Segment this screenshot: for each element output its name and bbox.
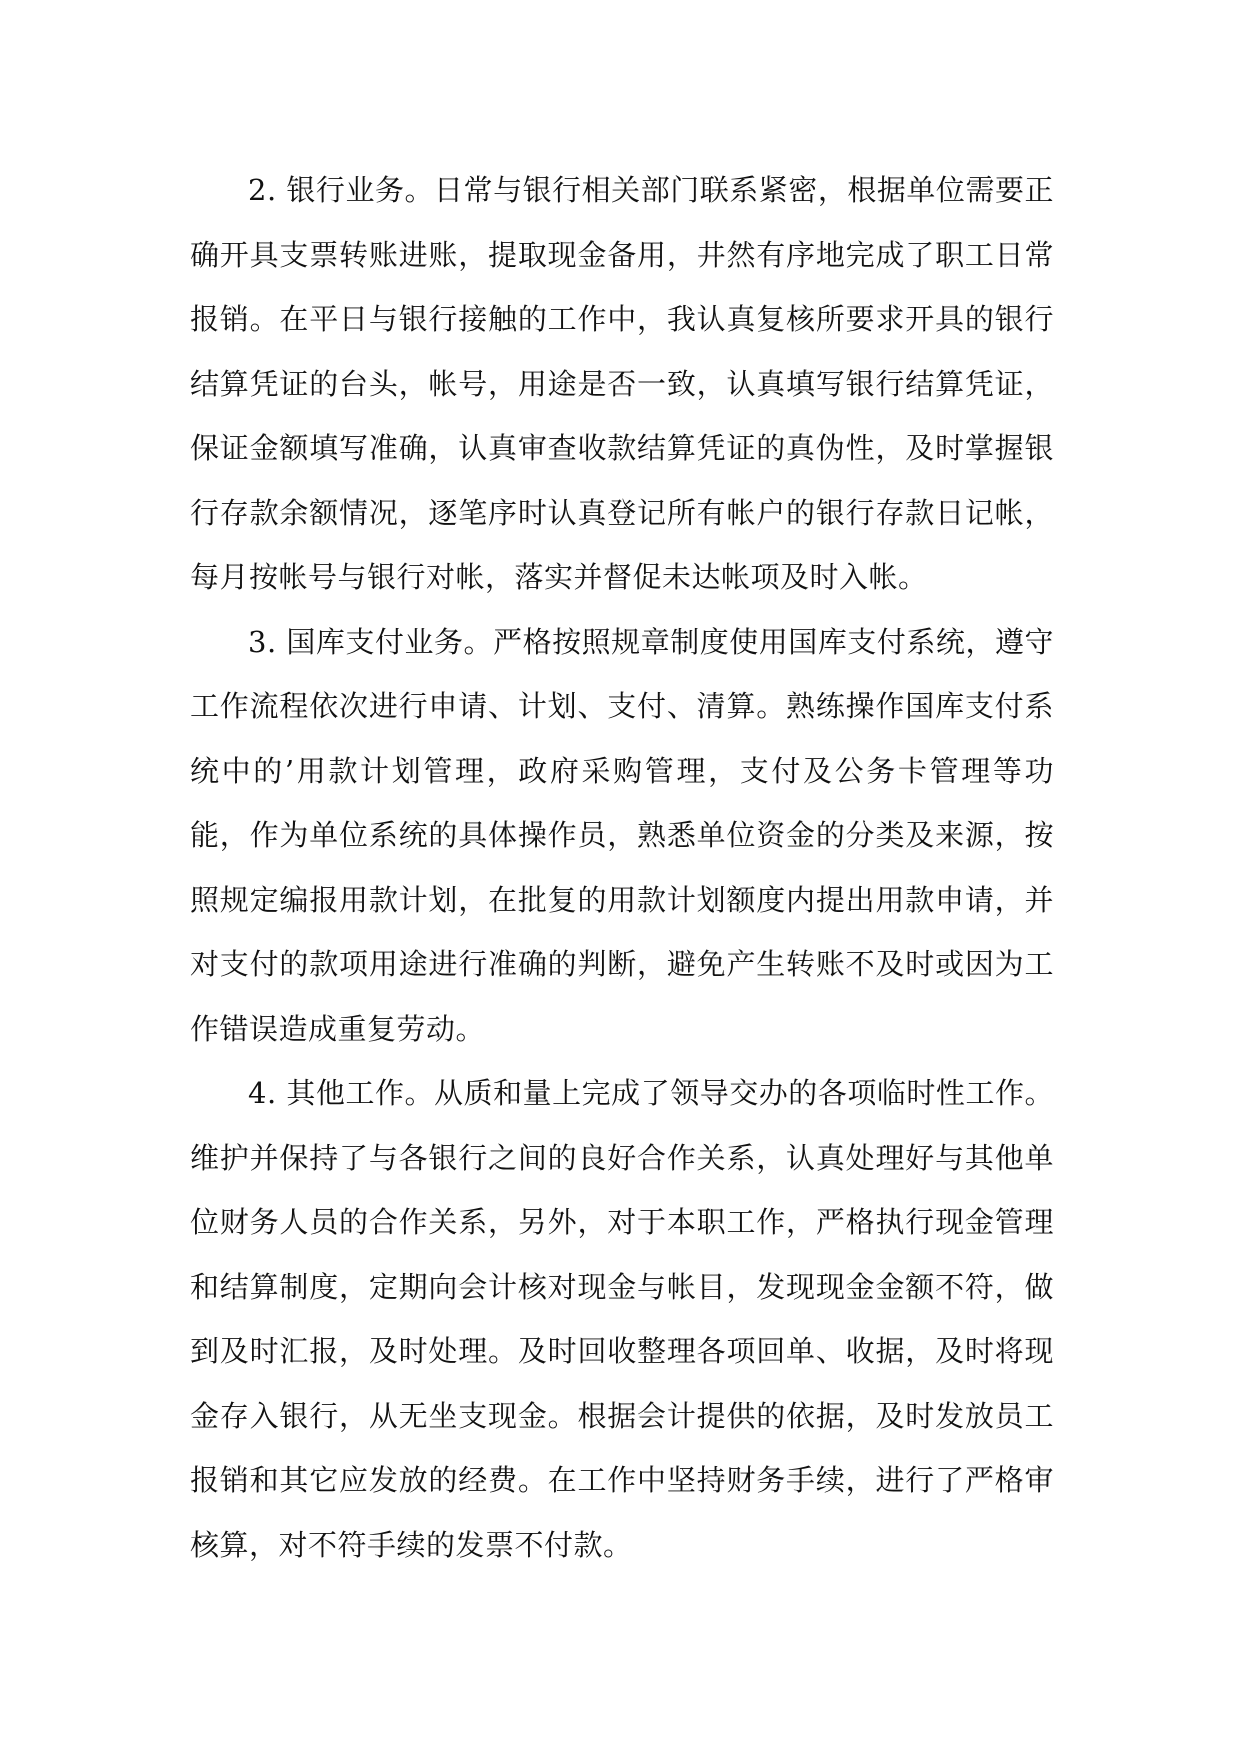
paragraph-treasury-payment: 3. 国库支付业务。严格按照规章制度使用国库支付系统，遵守工作流程依次进行申请、计划、支付、清算。熟练操作国库支付系统中的’用款计划管理，政府采购管理，支付及公务卡管理等功能，作为单位系统的具体操作员，熟悉单位资金的分类及来源，按照规定编报用款计划，在批复的用款计划额度内提出用款申请，并对支付的款项用途进行准确的判断，避免产生转账不及时或因为工作错误造成重复劳动。 [190, 624, 1054, 1046]
paragraph-bank-business: 2. 银行业务。日常与银行相关部门联系紧密，根据单位需要正确开具支票转账进账，提取现金备用，井然有序地完成了职工日常报销。在平日与银行接触的工作中，我认真复核所要求开具的银行结算凭证的台头，帐号，用途是否一致，认真填写银行结算凭证，保证金额填写准确，认真审查收款结算凭证的真伪性，及时掌握银行存款余额情况，逐笔序时认真登记所有帐户的银行存款日记帐，每月按帐号与银行对帐，落实并督促未达帐项及时入帐。 [190, 173, 1054, 594]
paragraph-other-work: 4. 其他工作。从质和量上完成了领导交办的各项临时性工作。维护并保持了与各银行之间的良好合作关系，认真处理好与其他单位财务人员的合作关系，另外，对于本职工作，严格执行现金管理和结算制度，定期向会计核对现金与帐目，发现现金金额不符，做到及时汇报，及时处理。及时回收整理各项回单、收据，及时将现金存入银行，从无坐支现金。根据会计提供的依据，及时发放员工报销和其它应发放的经费。在工作中坚持财务手续，进行了严格审核算，对不符手续的发票不付款。 [190, 1076, 1054, 1562]
document-body [190, 158, 1054, 1577]
